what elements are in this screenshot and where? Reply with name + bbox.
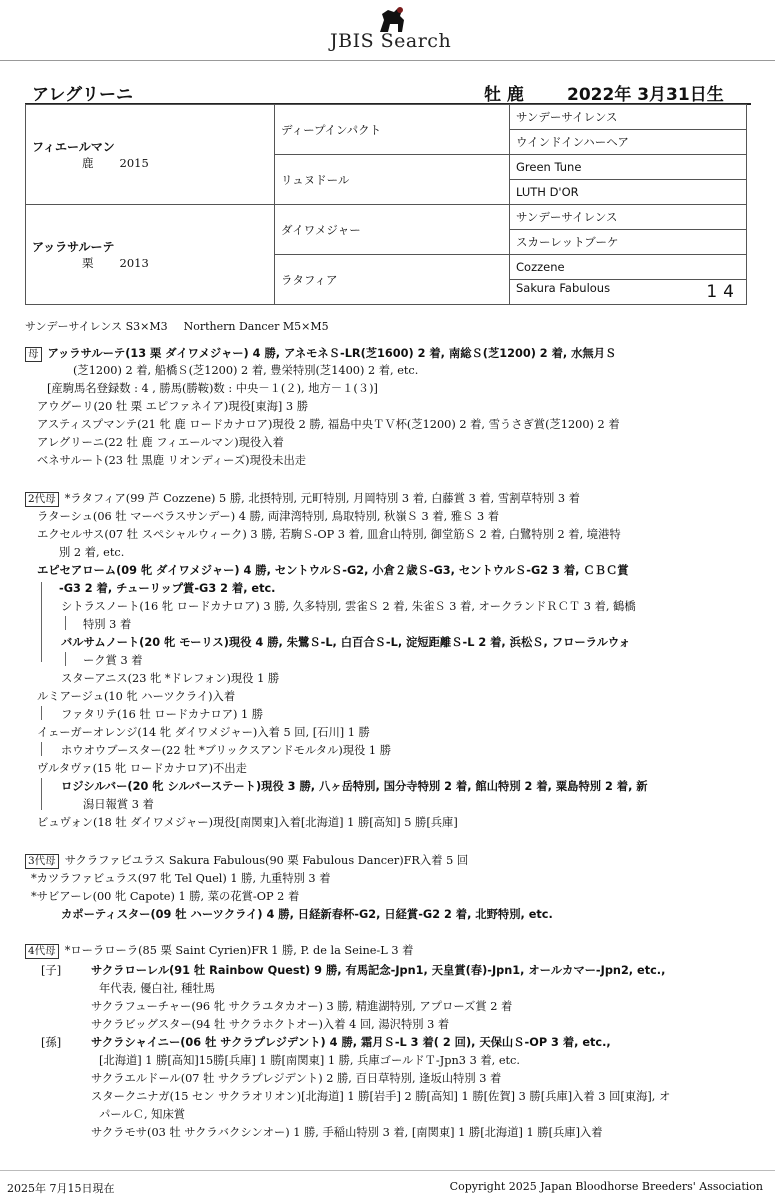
dam-line: アッラサルーテ(13 栗 ダイワメジャー) 4 勝, アネモネＳ-LR(芝1600) 2 着, 南総Ｓ(芝1200) 2 着, 水無月Ｓ bbox=[47, 347, 617, 360]
pedigree-sdd[interactable]: LUTH D'OR bbox=[510, 180, 747, 205]
inbreeding-line bbox=[25, 318, 329, 334]
gen4-line: 年代表, 優白社, 種牡馬 bbox=[99, 982, 216, 995]
pedigree-dss[interactable]: サンデーサイレンス bbox=[510, 205, 747, 230]
gen2-line: ーク賞 3 着 bbox=[83, 654, 143, 667]
tree-connector bbox=[41, 778, 42, 810]
gen2-line: シトラスノート(16 牝 ロードカナロア) 3 勝, 久多特別, 雲雀Ｓ 2 着, 朱雀Ｓ 3 着, オークランドＲＣＴ 3 着, 鶴橋 bbox=[61, 600, 636, 613]
pedigree-ss[interactable]: ディープインパクト bbox=[275, 105, 510, 155]
gen2-line: スターアニス(23 牝 *ドレフォン)現役 1 勝 bbox=[61, 672, 280, 685]
gen3-line: カポーティスター(09 牡 ハーツクライ) 4 勝, 日経新春杯-G2, 日経賞-G2 2 着, 北野特別, etc. bbox=[61, 908, 553, 921]
gen4-line: *ローラローラ(85 栗 Saint Cyrien)FR 1 勝, P. de la Seine-L 3 着 bbox=[64, 944, 414, 957]
gen2-line: *ラタフィア(99 芦 Cozzene) 5 勝, 北摂特別, 元町特別, 月岡特別 3 着, 白藤賞 3 着, 雪割草特別 3 着 bbox=[64, 492, 580, 505]
pedigree-sss[interactable]: サンデーサイレンス bbox=[510, 105, 747, 130]
dam-line: アスティスプマンテ(21 牝 鹿 ロードカナロア)現役 2 勝, 福島中央ＴＶ杯(芝1200) 2 着, 雪うさぎ賞(芝1200) 2 着 bbox=[37, 418, 620, 431]
pedigree-sd[interactable]: リュヌドール bbox=[275, 155, 510, 205]
gen4-line: サクラモサ(03 牡 サクラバクシンオー) 1 勝, 手稲山特別 3 着, [南関東] 1 勝[北海道] 1 勝[兵庫]入着 bbox=[91, 1126, 603, 1139]
gen2-line: ファタリテ(16 牡 ロードカナロア) 1 勝 bbox=[61, 708, 264, 721]
dam-color: 栗 bbox=[82, 256, 94, 270]
gen2-line: ルミアージュ(10 牝 ハーツクライ)入着 bbox=[37, 690, 236, 703]
dam-tag: 母 bbox=[25, 347, 42, 362]
gen3-line: *サビアーレ(00 牝 Capote) 1 勝, 菜の花賞-OP 2 着 bbox=[31, 890, 300, 903]
horse-birth-date: 2022年 3月31日生 bbox=[567, 85, 724, 105]
sire-color: 鹿 bbox=[82, 156, 94, 170]
gen2-line: 別 2 着, etc. bbox=[59, 546, 125, 559]
pedigree-dsd[interactable]: スカーレットブーケ bbox=[510, 230, 747, 255]
dam-line: ベネサルート(23 牡 黒鹿 リオンディーズ)現役未出走 bbox=[37, 454, 307, 467]
pedigree-dam[interactable] bbox=[26, 205, 275, 305]
tree-connector bbox=[65, 616, 66, 630]
footer-copyright: Copyright 2025 Japan Bloodhorse Breeders' Association bbox=[449, 1180, 763, 1193]
gen2-line: バルサムノート(20 牝 モーリス)現役 4 勝, 朱鷺Ｓ-L, 白百合Ｓ-L, 淀短距離Ｓ-L 2 着, 浜松Ｓ, フローラルウォ bbox=[61, 636, 631, 649]
gen2-line: ヴルタヴァ(15 牝 ロードカナロア)不出走 bbox=[37, 762, 247, 775]
horse-name: アレグリーニ bbox=[32, 85, 133, 105]
jbis-logo[interactable] bbox=[330, 8, 460, 54]
logo-text: JBIS Search bbox=[330, 30, 452, 52]
gen2-line: ビュヴォン(18 牡 ダイワメジャー)現役[南関東]入着[北海道] 1 勝[高知] 5 勝[兵庫] bbox=[37, 816, 458, 829]
pedigree-ddd-cell[interactable] bbox=[510, 280, 747, 305]
gen2-line: ラターシュ(06 牡 マーベラスサンデー) 4 勝, 両津湾特別, 鳥取特別, 秋嶺Ｓ 3 着, 雅Ｓ 3 着 bbox=[37, 510, 500, 523]
tree-connector bbox=[41, 582, 42, 662]
horse-header bbox=[32, 80, 752, 105]
child-label: [子] bbox=[41, 964, 62, 977]
gen2-line: ホウオウブースター(22 牡 *ブリックスアンドモルタル)現役 1 勝 bbox=[61, 744, 391, 757]
sire-year: 2015 bbox=[119, 156, 149, 170]
inbreeding-item: Northern Dancer M5×M5 bbox=[183, 320, 329, 333]
pedigree-sire[interactable] bbox=[26, 105, 275, 205]
dam-line: [産駒馬名登録数 : 4 , 勝馬(勝鞍)数 : 中央－１(２), 地方－１(３)] bbox=[47, 382, 378, 395]
footer-divider bbox=[0, 1170, 775, 1171]
pedigree-sds[interactable]: Green Tune bbox=[510, 155, 747, 180]
dam-name: アッラサルーテ bbox=[32, 240, 115, 254]
header-divider bbox=[0, 60, 775, 61]
grandchild-label: [孫] bbox=[41, 1036, 62, 1049]
footer-date: 2025年 7月15日現在 bbox=[7, 1182, 115, 1195]
pedigree-table bbox=[25, 104, 747, 305]
gen2-line: 潟日報賞 3 着 bbox=[83, 798, 154, 811]
tree-connector bbox=[41, 742, 42, 756]
gen4-line: サクラフューチャー(96 牝 サクラユタカオー) 3 勝, 精進湖特別, アプローズ賞 2 着 bbox=[91, 1000, 513, 1013]
sire-name: フィエールマン bbox=[32, 140, 115, 154]
tree-connector bbox=[41, 706, 42, 720]
gen4-tag: 4代母 bbox=[25, 944, 59, 959]
gen4-line: パールＣ, 知床賞 bbox=[99, 1108, 186, 1121]
gen2-line: 特別 3 着 bbox=[83, 618, 132, 631]
gen2-line: エクセルサス(07 牡 スペシャルウィーク) 3 勝, 若駒Ｓ-OP 3 着, 皿倉山特別, 御堂筋Ｓ 2 着, 白鷺特別 2 着, 境港特 bbox=[37, 528, 621, 541]
tree-connector bbox=[65, 652, 66, 666]
gen4-line: サクラエルドール(07 牡 サクラプレジデント) 2 勝, 百日草特別, 逢坂山特別 3 着 bbox=[91, 1072, 502, 1085]
gen2-line: ロジシルバー(20 牝 シルバーステート)現役 3 勝, 八ヶ岳特別, 国分寺特別 2 着, 館山特別 2 着, 粟島特別 2 着, 新 bbox=[61, 780, 648, 793]
gen2-line: エピセアローム(09 牝 ダイワメジャー) 4 勝, セントウルＳ-G2, 小倉２歳Ｓ-G3, セントウルＳ-G2 3 着, ＣＢＣ賞 bbox=[37, 564, 629, 577]
pedigree-dds[interactable]: Cozzene bbox=[510, 255, 747, 280]
gen2-line: -G3 2 着, チューリップ賞-G3 2 着, etc. bbox=[59, 582, 276, 595]
gen3-tag: 3代母 bbox=[25, 854, 59, 869]
gen4-line: サクラシャイニー(06 牡 サクラプレジデント) 4 勝, 霜月Ｓ-L 3 着( 2 回), 天保山Ｓ-OP 3 着, etc., bbox=[91, 1036, 611, 1049]
pedigree-ssd[interactable]: ウインドインハーヘア bbox=[510, 130, 747, 155]
inbreeding-item: サンデーサイレンス S3×M3 bbox=[25, 320, 168, 333]
gen2-line: イェーガーオレンジ(14 牝 ダイワメジャー)入着 5 回, [石川] 1 勝 bbox=[37, 726, 370, 739]
pedigree-ddd: Sakura Fabulous bbox=[516, 281, 611, 295]
horse-sex-color: 牡 鹿 bbox=[484, 85, 524, 105]
gen2-tag: 2代母 bbox=[25, 492, 59, 507]
dam-year: 2013 bbox=[119, 256, 149, 270]
gen3-line: サクラファビユラス Sakura Fabulous(90 栗 Fabulous Dancer)FR入着 5 回 bbox=[64, 854, 469, 867]
gen4-line: サクラビッグスター(94 牡 サクラホクトオー)入着 4 回, 湯沢特別 3 着 bbox=[91, 1018, 450, 1031]
pedigree-dd[interactable]: ラタフィア bbox=[275, 255, 510, 305]
pedigree-ds[interactable]: ダイワメジャー bbox=[275, 205, 510, 255]
dam-line: (芝1200) 2 着, 船橋Ｓ(芝1200) 2 着, 豊栄特別(芝1400) 2 着, etc. bbox=[73, 364, 419, 377]
dam-line: アレグリーニ(22 牡 鹿 フィエールマン)現役入着 bbox=[37, 436, 284, 449]
gen3-line: *カツラファビュラス(97 牝 Tel Quel) 1 勝, 九重特別 3 着 bbox=[31, 872, 331, 885]
family-number: 14 bbox=[706, 282, 740, 302]
gen4-line: [北海道] 1 勝[高知]15勝[兵庫] 1 勝[南関東] 1 勝, 兵庫ゴールドＴ-Jpn3 3 着, etc. bbox=[99, 1054, 520, 1067]
gen4-line: スタークニナガ(15 セン サクラオリオン)[北海道] 1 勝[岩手] 2 勝[高知] 1 勝[佐賀] 3 勝[兵庫]入着 3 回[東海], オ bbox=[91, 1090, 671, 1103]
dam-line: アウグーリ(20 牡 栗 エピファネイア)現役[東海] 3 勝 bbox=[37, 400, 308, 413]
gen4-line: サクラローレル(91 牡 Rainbow Quest) 9 勝, 有馬記念-Jpn1, 天皇賞(春)-Jpn1, オールカマー-Jpn2, etc., bbox=[91, 964, 666, 977]
